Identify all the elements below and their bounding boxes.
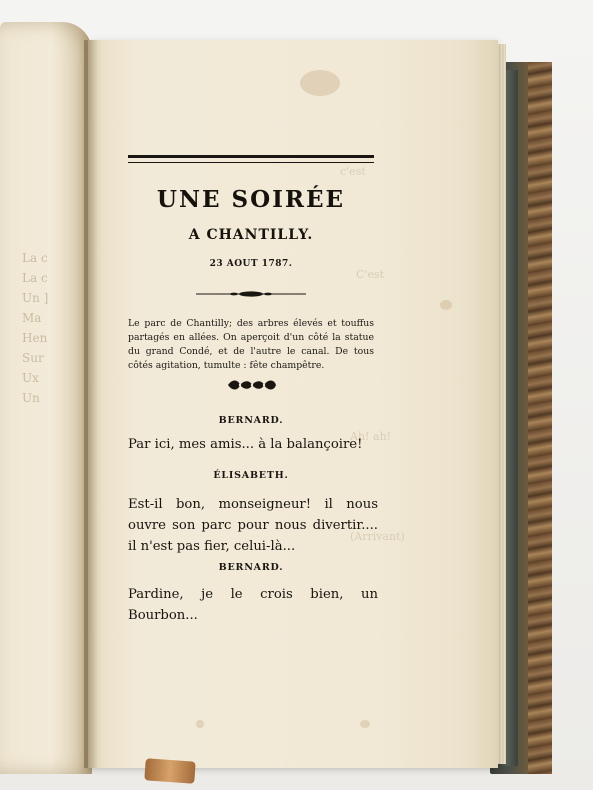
top-double-rule (128, 155, 374, 163)
foxing-stain (440, 300, 452, 310)
ornament-icon (226, 379, 278, 391)
show-through-text: (Arrivant) (350, 530, 405, 543)
show-through-text: c'est (340, 165, 366, 178)
foxing-stain (360, 720, 370, 728)
dialogue-line: Est-il bon, monseigneur! il nous ouvre son parc pour nous divertir.... il n'est pas fier, celui-là... (128, 497, 378, 554)
dialogue-line: Par ici, mes amis... à la balançoire! (128, 437, 363, 452)
right-page (88, 40, 498, 768)
page-title: UNE SOIRÉE (156, 186, 346, 213)
bookmark-ribbon (144, 758, 195, 783)
speaker-name: ÉLISABETH. (213, 470, 289, 481)
gutter-shadow (84, 40, 98, 768)
date-line: 23 AOUT 1787. (209, 259, 293, 269)
show-through-text: C'est (356, 268, 385, 281)
stage-direction: Le parc de Chantilly; des arbres élevés et touffus partagés en allées. On aperçoit d'un côté la statue du grand Condé, et de l'autre le canal. De tous côtés agitation, tumulte : fête champêtre. (128, 318, 374, 371)
flourish-rule-icon (196, 290, 306, 298)
marbled-cover-edge (528, 62, 552, 774)
foxing-stain (196, 720, 204, 728)
speaker-name: BERNARD. (218, 562, 284, 573)
page-subtitle: A CHANTILLY. (188, 227, 314, 243)
foxing-stain (300, 70, 340, 96)
speaker-name: BERNARD. (218, 415, 284, 426)
show-through-text: Ah! ah! (350, 430, 392, 443)
left-page: La c La c Un ] Ma Hen Sur Ux Un (0, 22, 92, 774)
dialogue-line: Pardine, je le crois bien, un Bourbon... (128, 587, 378, 623)
